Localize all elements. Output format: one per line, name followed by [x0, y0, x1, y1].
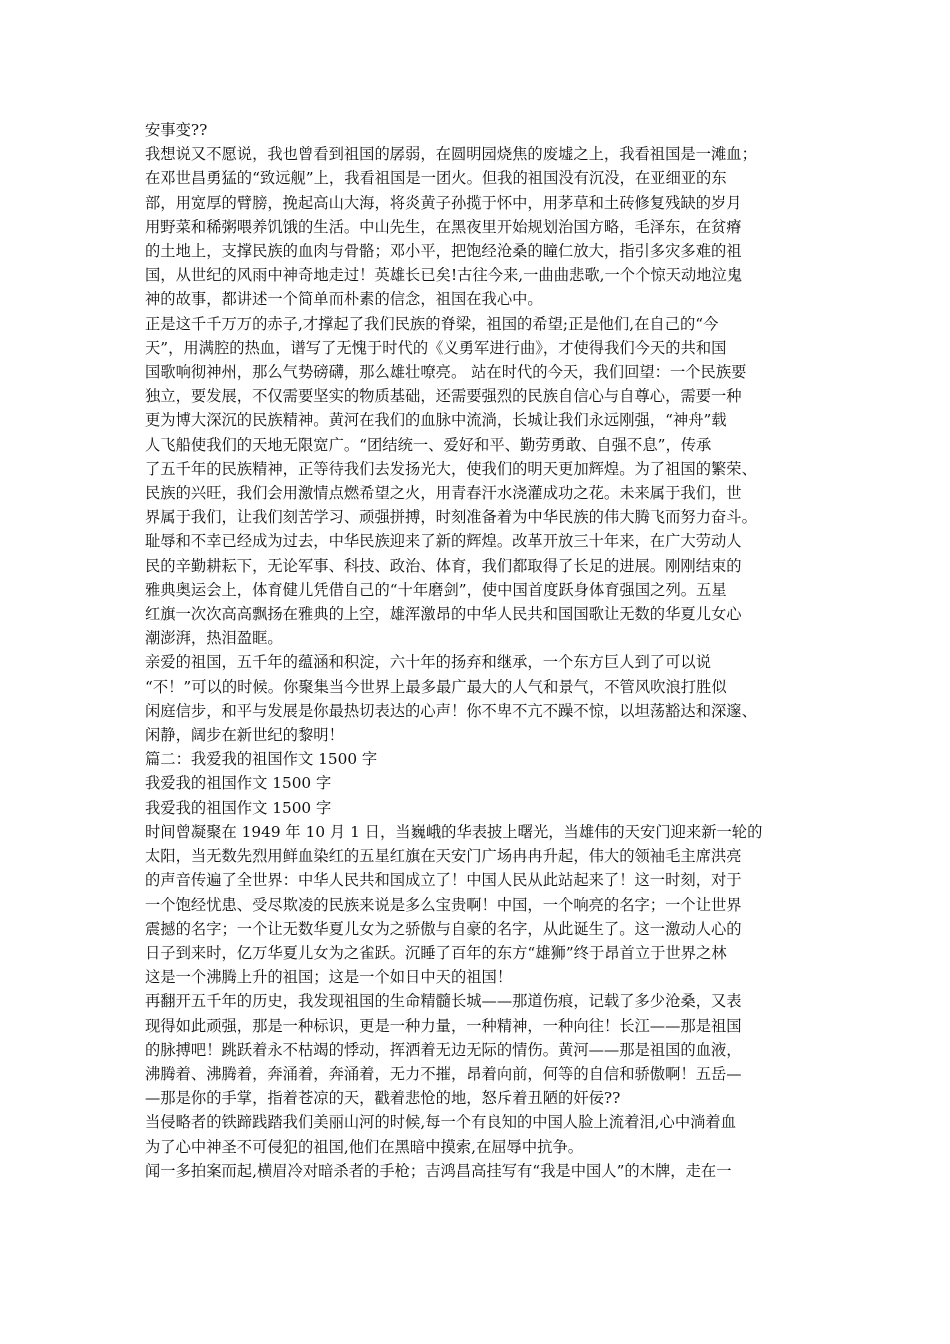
- paragraph: [145, 820, 825, 989]
- text-line: 沸腾着、沸腾着，奔涌着，奔涌着，无力不摧，昂着向前，何等的自信和骄傲啊！五岳—: [145, 1064, 742, 1083]
- text-line: 国歌响彻神州，那么气势磅礴，那么雄壮嘹亮。 站在时代的今天，我们回望：一个民族要: [145, 363, 747, 382]
- paragraph: [145, 796, 825, 820]
- text-line: 部，用宽厚的臂膀，挽起高山大海，将炎黄子孙揽于怀中，用茅草和土砖修复残缺的岁月: [145, 193, 742, 212]
- text-line: 我想说又不愿说，我也曾看到祖国的孱弱，在圆明园烧焦的废墟之上，我看祖国是一滩血；: [145, 145, 757, 164]
- paragraph: [145, 747, 825, 771]
- text-line: 我爱我的祖国作文 1500 字: [145, 774, 332, 793]
- paragraph: [145, 989, 825, 1110]
- paragraph: [145, 1110, 825, 1158]
- paragraph: [145, 1159, 825, 1183]
- text-line: 闻一多拍案而起,横眉冷对暗杀者的手枪；吉鸿昌高挂写有“我是中国人”的木牌，走在一: [145, 1161, 732, 1180]
- text-line: 闲庭信步，和平与发展是你最热切表达的心声！你不卑不亢不躁不惊，以坦荡豁达和深邃、: [145, 701, 757, 720]
- text-line: 天”，用满腔的热血，谱写了无愧于时代的《义勇军进行曲》，才使得我们今天的共和国: [145, 338, 727, 357]
- paragraph: [145, 771, 825, 795]
- text-line: 的脉搏吧！跳跃着永不枯竭的悸动，挥洒着无边无际的情伤。黄河——那是祖国的血液，: [145, 1040, 742, 1059]
- text-line: 的声音传遍了全世界：中华人民共和国成立了！中国人民从此站起来了！这一时刻，对于: [145, 871, 742, 890]
- text-line: 闲静，阔步在新世纪的黎明！: [145, 726, 344, 745]
- text-line: 神的故事，都讲述一个简单而朴素的信念，祖国在我心中。: [145, 290, 543, 309]
- paragraph: [145, 118, 825, 142]
- paragraph: [145, 142, 825, 311]
- text-line: 太阳，当无数先烈用鲜血染红的五星红旗在天安门广场冉冉升起，伟大的领袖毛主席洪亮: [145, 847, 742, 866]
- article-body: [145, 118, 825, 1183]
- text-line: 我爱我的祖国作文 1500 字: [145, 798, 332, 817]
- text-line: 当侵略者的铁蹄践踏我们美丽山河的时候,每一个有良知的中国人脸上流着泪,心中淌着血: [145, 1113, 737, 1132]
- text-line: 这是一个沸腾上升的祖国；这是一个如日中天的祖国！: [145, 968, 513, 987]
- text-line: 安事变??: [145, 121, 208, 139]
- text-line: 的土地上，支撑民族的血肉与骨骼；邓小平，把饱经沧桑的瞳仁放大，指引多灾多难的祖: [145, 242, 742, 261]
- text-line: 人飞船使我们的天地无限宽广。“团结统一、爱好和平、勤劳勇敢、自强不息”，传承: [145, 435, 712, 454]
- text-line: 民的辛勤耕耘下，无论军事、科技、政治、体育，我们都取得了长足的进展。刚刚结束的: [145, 556, 742, 575]
- text-line: 更为博大深沉的民族精神。黄河在我们的血脉中流淌，长城让我们永远刚强，“神舟”载: [145, 411, 727, 430]
- text-line: 一个饱经忧患、受尽欺凌的民族来说是多么宝贵啊！中国，一个响亮的名字；一个让世界: [145, 895, 742, 914]
- text-line: 民族的兴旺，我们会用激情点燃希望之火，用青春汗水浇灌成功之花。未来属于我们，世: [145, 484, 742, 503]
- text-line: 时间曾凝聚在 1949 年 10 月 1 日，当巍峨的华表披上曙光，当雄伟的天安门迎来新一轮的: [145, 822, 763, 841]
- paragraph: [145, 529, 825, 650]
- text-line: 雅典奥运会上，体育健儿凭借自己的“十年磨剑”，使中国首度跃身体育强国之列。五星: [145, 580, 727, 599]
- text-line: 再翻开五千年的历史，我发现祖国的生命精髓长城——那道伤痕，记载了多少沧桑，又表: [145, 992, 742, 1011]
- text-line: 篇二：我爱我的祖国作文 1500 字: [145, 750, 378, 769]
- text-line: 为了心中神圣不可侵犯的祖国,他们在黑暗中摸索,在屈辱中抗争。: [145, 1137, 584, 1156]
- text-line: 潮澎湃，热泪盈眶。: [145, 629, 283, 648]
- text-line: 了五千年的民族精神，正等待我们去发扬光大，使我们的明天更加辉煌。为了祖国的繁荣、: [145, 459, 757, 478]
- text-line: 用野菜和稀粥喂养饥饿的生活。中山先生，在黑夜里开始规划治国方略，毛泽东，在贫瘠: [145, 217, 742, 236]
- text-line: 日子到来时，亿万华夏儿女为之雀跃。沉睡了百年的东方“雄狮”终于昂首立于世界之林: [145, 943, 727, 962]
- text-line: 正是这千千万万的赤子,才撑起了我们民族的脊梁，祖国的希望;正是他们,在自己的“今: [145, 314, 719, 333]
- text-line: 亲爱的祖国，五千年的蕴涵和积淀，六十年的扬弃和继承，一个东方巨人到了可以说: [145, 653, 711, 672]
- text-line: 界属于我们，让我们刻苦学习、顽强拼搏，时刻准备着为中华民族的伟大腾飞而努力奋斗。: [145, 508, 757, 527]
- paragraph: [145, 312, 825, 457]
- paragraph: [145, 650, 825, 747]
- text-line: 独立，要发展，不仅需要坚实的物质基础，还需要强烈的民族自信心与自尊心，需要一种: [145, 387, 742, 406]
- paragraph: [145, 457, 825, 530]
- text-line: “不！”可以的时候。你聚集当今世界上最多最广最大的人气和景气，不管风吹浪打胜似: [145, 677, 727, 696]
- text-line: —那是你的手掌，指着苍凉的天，戳着悲怆的地，怒斥着丑陋的奸佞??: [145, 1089, 621, 1108]
- text-line: 在邓世昌勇猛的“致远舰”上，我看祖国是一团火。但我的祖国没有沉没，在亚细亚的东: [145, 169, 727, 188]
- text-line: 国，从世纪的风雨中神奇地走过！英雄长已矣!古往今来,一曲曲悲歌,一个个惊天动地泣鬼: [145, 266, 743, 285]
- text-line: 红旗一次次高高飘扬在雅典的上空，雄浑激昂的中华人民共和国国歌让无数的华夏儿女心: [145, 605, 742, 624]
- text-line: 耻辱和不幸已经成为过去，中华民族迎来了新的辉煌。改革开放三十年来，在广大劳动人: [145, 532, 742, 551]
- text-line: 震撼的名字；一个让无数华夏儿女为之骄傲与自豪的名字，从此诞生了。这一激动人心的: [145, 919, 742, 938]
- text-line: 现得如此顽强，那是一种标识，更是一种力量，一种精神，一种向往！长江——那是祖国: [145, 1016, 742, 1035]
